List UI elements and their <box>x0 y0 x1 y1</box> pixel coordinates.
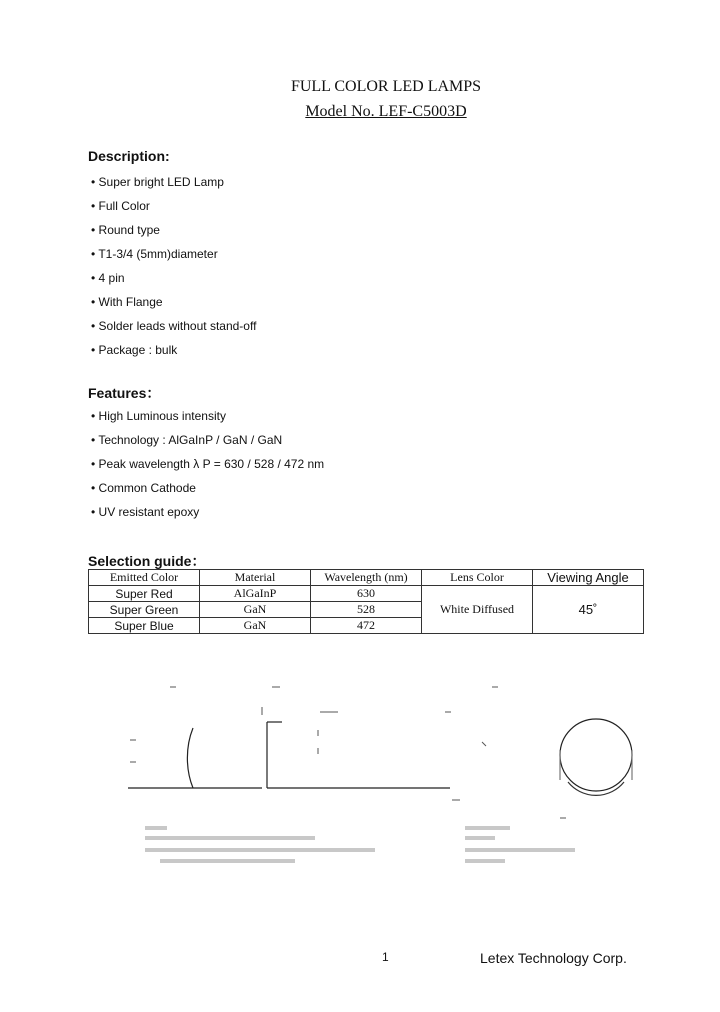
selection-guide-table <box>88 569 644 634</box>
list-item-text: Round type <box>98 223 160 237</box>
viewing-angle-cell: 45˚ <box>533 586 644 634</box>
front-view-circle <box>560 719 632 791</box>
list-item: • Peak wavelength λ P = 630 / 528 / 472 nm <box>91 457 325 471</box>
list-item-text: 4 pin <box>98 271 125 285</box>
emitted-color-cell: Super Blue <box>89 618 200 634</box>
column-header: Material <box>200 570 311 586</box>
package-dimension-drawing <box>120 670 680 880</box>
model-number-text: Model No. LEF-C5003D <box>305 103 467 120</box>
emitted-color-cell: Super Red <box>89 586 200 602</box>
list-item: • High Luminous intensity <box>91 409 226 423</box>
list-item: • Technology : AlGaInP / GaN / GaN <box>91 433 283 447</box>
list-item-text: Solder leads without stand-off <box>98 319 257 333</box>
column-header: Emitted Color <box>89 570 200 586</box>
material-cell: GaN <box>200 602 311 618</box>
material-cell: AlGaInP <box>200 586 311 602</box>
selection-guide-heading: Selection guide： <box>88 553 206 569</box>
lens-dome-outline <box>187 728 193 788</box>
material-cell: GaN <box>200 618 311 634</box>
list-item: • With Flange <box>91 295 163 309</box>
list-item: • Round type <box>91 223 160 237</box>
table-row <box>89 586 644 602</box>
list-item-text: Common Cathode <box>98 481 196 495</box>
list-item-text: T1-3/4 (5mm)diameter <box>98 247 218 261</box>
column-header: Viewing Angle <box>533 570 644 586</box>
list-item-text: Peak wavelength λ P = 630 / 528 / 472 nm <box>98 457 325 471</box>
list-item: • UV resistant epoxy <box>91 505 200 519</box>
list-item-text: Technology : AlGaInP / GaN / GaN <box>98 433 283 447</box>
list-item-text: Full Color <box>98 199 150 213</box>
wavelength-cell: 528 <box>311 602 422 618</box>
list-item: • Super bright LED Lamp <box>91 175 224 189</box>
list-item: • Full Color <box>91 199 150 213</box>
column-header: Lens Color <box>422 570 533 586</box>
page-number: 1 <box>382 950 389 964</box>
list-item: • Package : bulk <box>91 343 178 357</box>
features-heading: Features： <box>88 385 161 401</box>
list-item-text: UV resistant epoxy <box>98 505 200 519</box>
list-item-text: High Luminous intensity <box>98 409 226 423</box>
list-item: • T1-3/4 (5mm)diameter <box>91 247 218 261</box>
list-item-text: With Flange <box>98 295 163 309</box>
table-header-row <box>89 570 644 586</box>
list-item: • Solder leads without stand-off <box>91 319 257 333</box>
list-item-text: Super bright LED Lamp <box>98 175 224 189</box>
list-item: • Common Cathode <box>91 481 196 495</box>
title: FULL COLOR LED LAMPS <box>290 78 482 95</box>
emitted-color-cell: Super Green <box>89 602 200 618</box>
notes-placeholder <box>145 826 575 863</box>
list-item-text: Package : bulk <box>98 343 178 357</box>
wavelength-cell: 630 <box>311 586 422 602</box>
column-header: Wavelength (nm) <box>311 570 422 586</box>
lens-color-cell: White Diffused <box>422 586 533 634</box>
company-name: Letex Technology Corp. <box>480 950 627 966</box>
list-item: • 4 pin <box>91 271 125 285</box>
description-heading: Description: <box>88 148 170 164</box>
wavelength-cell: 472 <box>311 618 422 634</box>
model-number <box>0 103 720 121</box>
